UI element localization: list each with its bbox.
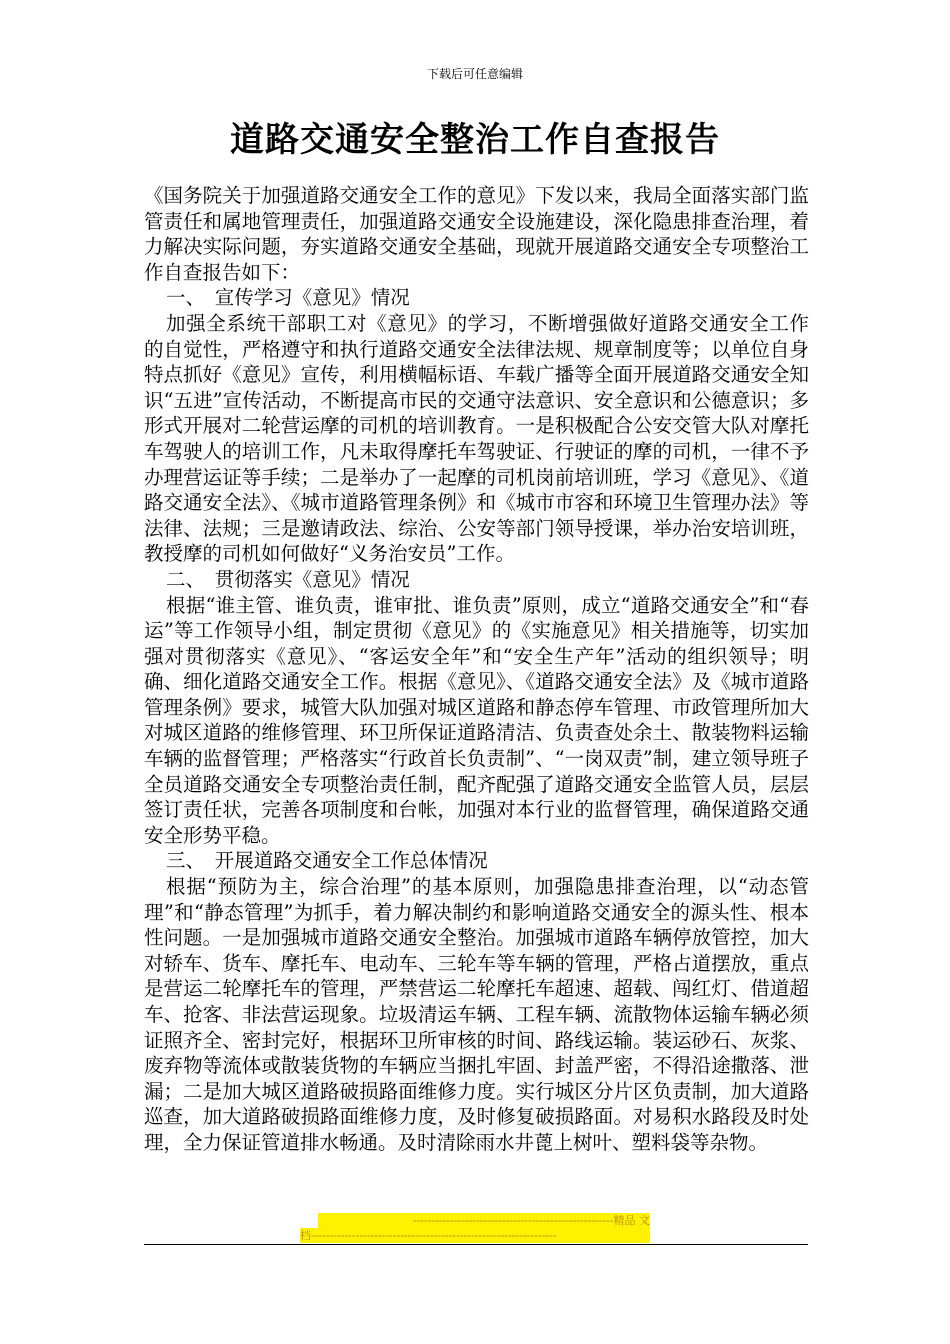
intro-paragraph: 《国务院关于加强道路交通安全工作的意见》下发以来，我局全面落实部门监管责任和属地管理责任，加强道路交通安全设施建设，深化隐患排查治理，着力解决实际问题，夯实道路交通安全基础，现就开展道路交通安全专项整治工作自查报告如下： [144,184,809,284]
section-heading-3: 三、 开展道路交通安全工作总体情况 [166,849,488,873]
document-title: 道路交通安全整治工作自查报告 [230,120,720,160]
footer-divider [144,1244,808,1245]
section-paragraph-2: 根据“谁主管、谁负责，谁审批、谁负责”原则，成立“道路交通安全”和“春运”等工作领导小组，制定贯彻《意见》的《实施意见》相关措施等，切实加强对贯彻落实《意见》、“客运安全年”和“安全生产年”活动的组织领导；明确、细化道路交通安全工作。根据《意见》、《道路交通安全法》及《城市道路管理条例》要求，城管大队加强对城区道路和静态停车管理、市政管理所加大对城区道路的维修管理、环卫所保证道路清洁、负责查处余土、散装物料运输车辆的监督管理；严格落实“行政首长负责制”、“一岗双责”制，建立领导班子全员道路交通安全专项整治责任制，配齐配强了道路交通安全监管人员，层层签订责任状，完善各项制度和台帐，加强对本行业的监督管理，确保道路交通安全形势平稳。 [144,593,809,847]
header-note: 下载后可任意编辑 [426,67,523,81]
footer-watermark-line-2: 档------------------------------------------------------------------ [300,1228,650,1243]
section-paragraph-1: 加强全系统干部职工对《意见》的学习，不断增强做好道路交通安全工作的自觉性，严格遵守和执行道路交通安全法律法规、规章制度等；以单位自身特点抓好《意见》宣传，利用横幅标语、车载广播等全面开展道路交通安全知识“五进”宣传活动，不断提高市民的交通守法意识、安全意识和公德意识；多形式开展对二轮营运摩的司机的培训教育。一是积极配合公安交管大队对摩托车驾驶人的培训工作，凡未取得摩托车驾驶证、行驶证的摩的司机，一律不予办理营运证等手续；二是举办了一起摩的司机岗前培训班，学习《意见》、《道路交通安全法》、《城市道路管理条例》和《城市市容和环境卫生管理办法》等法律、法规；三是邀请政法、综治、公安等部门领导授课，举办治安培训班，教授摩的司机如何做好“义务治安员”工作。 [144,311,809,566]
document-body [144,183,809,1156]
section-paragraph-3: 根据“预防为主，综合治理”的基本原则，加强隐患排查治理，以“动态管理”和“静态管理”为抓手，着力解决制约和影响道路交通安全的源头性、根本性问题。一是加强城市道路交通安全整治。加强城市道路车辆停放管控，加大对轿车、货车、摩托车、电动车、三轮车等车辆的管理，严格占道摆放，重点是营运二轮摩托车的管理，严禁营运二轮摩托车超速、超载、闯红灯、借道超车、抢客、非法营运现象。垃圾清运车辆、工程车辆、流散物体运输车辆必须证照齐全、密封完好，根据环卫所审核的时间、路线运输。装运砂石、灰浆、废弃物等流体或散装货物的车辆应当捆扎牢固、封盖严密，不得沿途撒落、泄漏；二是加大城区道路破损路面维修力度。实行城区分片区负责制，加大道路巡查，加大道路破损路面维修力度，及时修复破损路面。对易积水路段及时处理，全力保证管道排水畅通。及时清除雨水井蓖上树叶、塑料袋等杂物。 [144,875,809,1154]
footer-watermark-line-1: ------------------------------------------------------精品 文 [318,1213,650,1228]
section-heading-1: 一、 宣传学习《意见》情况 [166,286,410,310]
section-heading-2: 二、 贯彻落实《意见》情况 [166,567,410,591]
